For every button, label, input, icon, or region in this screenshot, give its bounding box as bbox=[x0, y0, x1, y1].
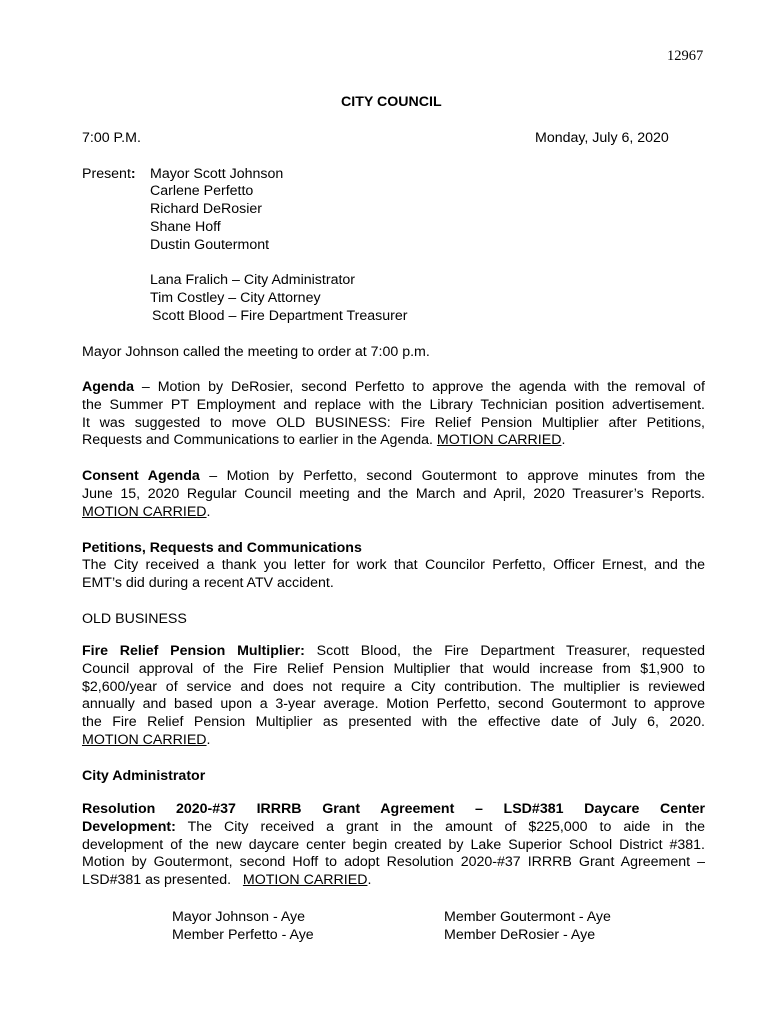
member-name: Richard DeRosier bbox=[150, 201, 262, 217]
motion-carried: MOTION CARRIED bbox=[82, 731, 207, 748]
vote-entry: Member DeRosier - Aye bbox=[444, 927, 596, 943]
page-title: CITY COUNCIL bbox=[341, 94, 442, 110]
resolution-paragraph: Resolution 2020-#37 IRRRB Grant Agreement – LSD#381 Daycare Center Development: The City received a grant in the amount of $225,000 to aide in the development of the new daycare center begin created by Lake Superior School District #381. Motion by Goutermont, second Hoff to adopt Resolution 2020-#37 IRRRB Grant Agreement – LSD#381 as presented. MOTION CARRIED. bbox=[82, 801, 705, 889]
motion-carried: MOTION CARRIED bbox=[242, 872, 368, 889]
staff-name: Scott Blood – Fire Department Treasurer bbox=[152, 308, 408, 324]
staff-name: Tim Costley – City Attorney bbox=[150, 290, 321, 306]
vote-entry: Member Goutermont - Aye bbox=[444, 909, 611, 925]
call-to-order: Mayor Johnson called the meeting to order at 7:00 p.m. bbox=[82, 344, 430, 360]
old-business-heading: OLD BUSINESS bbox=[82, 611, 187, 627]
member-name: Shane Hoff bbox=[150, 219, 221, 235]
fire-relief-paragraph: Fire Relief Pension Multiplier: Scott Blood, the Fire Department Treasurer, requested Council approval of the Fire Relief Pension Multiplier that would increase from $1,900 to $2,600/year of service and does not require a City contribution. The multiplier is reviewed annually and based upon a 3-year average. Motion Perfetto, second Goutermont to approve the Fire Relief Pension Multiplier as presented with the effective date of July 6, 2020. MOTION CARRIED. bbox=[82, 643, 705, 748]
vote-entry: Member Perfetto - Aye bbox=[172, 927, 314, 943]
consent-heading: Consent Agenda bbox=[82, 468, 200, 484]
member-name: Carlene Perfetto bbox=[150, 183, 254, 199]
agenda-paragraph: Agenda – Motion by DeRosier, second Perfetto to approve the agenda with the removal of the Summer PT Employment and replace with the Library Technician position advertisement. It was suggested to move OLD BUSINESS: Fire Relief Pension Multiplier after Petitions, Requests and Communications to earlier in the Agenda. MOTION CARRIED. bbox=[82, 379, 705, 449]
motion-carried: MOTION CARRIED bbox=[82, 503, 207, 520]
resolution-heading: Resolution 2020-#37 IRRRB Grant Agreement – LSD#381 Daycare Center bbox=[82, 801, 705, 817]
meeting-date: Monday, July 6, 2020 bbox=[535, 130, 669, 146]
petitions-heading: Petitions, Requests and Communications bbox=[82, 540, 362, 556]
fire-relief-heading: Fire Relief Pension Multiplier: bbox=[82, 643, 305, 659]
staff-name: Lana Fralich – City Administrator bbox=[150, 272, 356, 288]
motion-carried: MOTION CARRIED bbox=[436, 432, 562, 449]
member-name: Mayor Scott Johnson bbox=[150, 166, 284, 182]
petitions-paragraph: The City received a thank you letter for work that Councilor Perfetto, Officer Ernest, and the EMT’s did during a recent ATV accident. bbox=[82, 557, 705, 591]
city-admin-heading: City Administrator bbox=[82, 768, 206, 784]
meeting-time: 7:00 P.M. bbox=[82, 130, 141, 146]
member-name: Dustin Goutermont bbox=[150, 237, 270, 253]
present-label: Present: bbox=[82, 166, 136, 182]
agenda-heading: Agenda bbox=[82, 379, 135, 395]
consent-paragraph: Consent Agenda – Motion by Perfetto, second Goutermont to approve minutes from the June 15, 2020 Regular Council meeting and the March and April, 2020 Treasurer’s Reports. MOTION CARRIED. bbox=[82, 468, 705, 520]
vote-entry: Mayor Johnson - Aye bbox=[172, 909, 306, 925]
page-number: 12967 bbox=[667, 48, 704, 64]
